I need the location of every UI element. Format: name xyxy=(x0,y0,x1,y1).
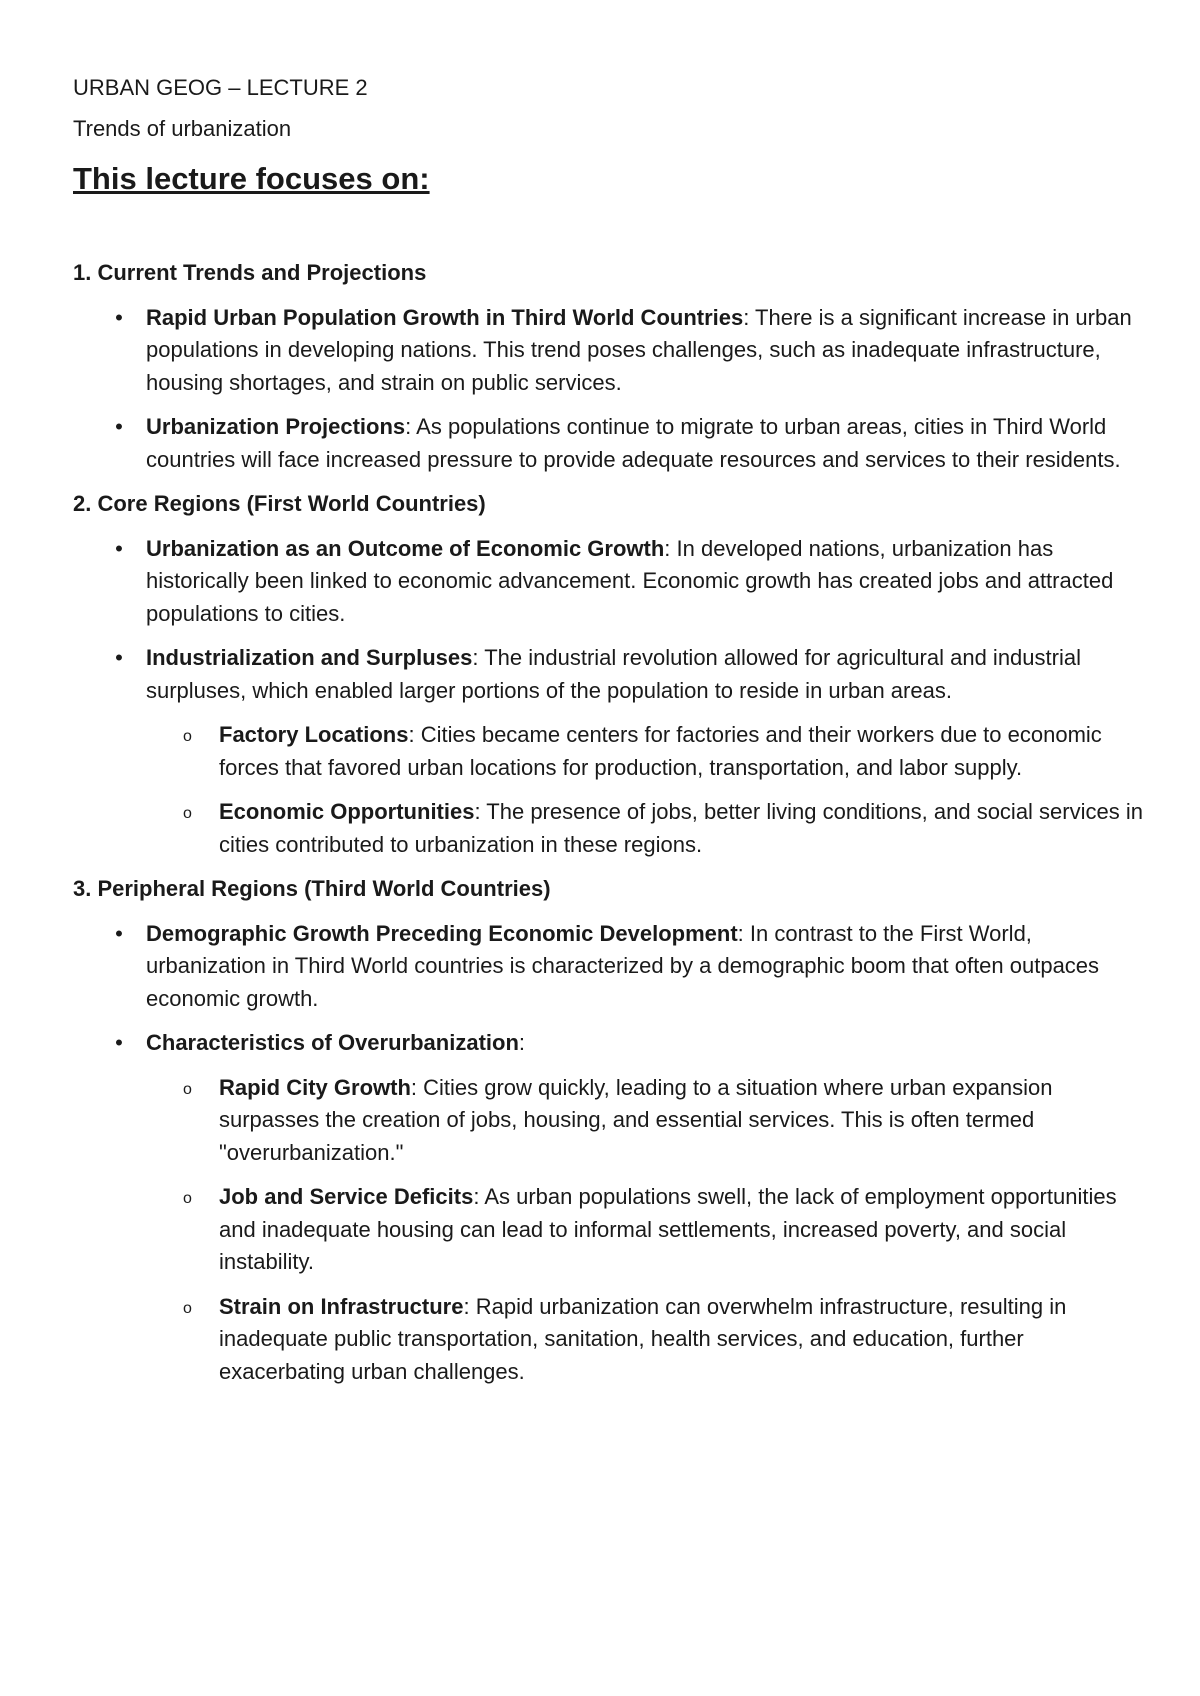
bullet-marker: • xyxy=(115,304,123,330)
sub-bullet-term: Factory Locations xyxy=(219,722,409,747)
sub-bullet-term: Economic Opportunities xyxy=(219,799,475,824)
sub-bullet-text: : Rapid urbanization can overwhelm infrastructure, resulting in inadequate public transportation, sanitation, health services, and education, further exacerbating urban challenges. xyxy=(219,1293,1067,1384)
bullet-marker: • xyxy=(115,920,123,946)
sub-bullet-marker: o xyxy=(183,1190,192,1207)
sub-bullet-item xyxy=(73,796,1143,861)
sub-bullet-marker: o xyxy=(183,728,192,745)
sub-bullet-term: Rapid City Growth xyxy=(219,1074,411,1100)
section-title: 1. Current Trends and Projections xyxy=(73,260,427,285)
bullet-item xyxy=(73,302,1143,400)
bullet-marker: • xyxy=(115,1030,123,1055)
bullet-text: : In contrast to the First World, urbanization in Third World countries is characterized by a demographic boom that often outpaces economic growth. xyxy=(146,920,1100,1011)
sub-bullet-text: : As urban populations swell, the lack of employment opportunities and inadequate housing can lead to informal settlements, increased poverty, and social instability. xyxy=(219,1184,1117,1274)
bullet-text: : As populations continue to migrate to urban areas, cities in Third World countries will face increased pressure to provide adequate resources and services to their residents. xyxy=(146,414,1121,472)
sections-container xyxy=(73,257,1143,1388)
sub-bullet-text: : Cities became centers for factories and their workers due to economic forces that favored urban locations for production, transportation, and labor supply. xyxy=(219,722,1102,780)
sub-bullet-term: Job and Service Deficits xyxy=(219,1184,474,1209)
bullet-term: Industrialization and Surpluses xyxy=(146,645,473,670)
document-body xyxy=(73,72,1143,1400)
sub-bullet-item xyxy=(73,719,1143,784)
bullet-item xyxy=(73,642,1143,707)
bullet-marker: • xyxy=(115,414,123,439)
sub-bullet-text: : Cities grow quickly, leading to a situation where urban expansion surpasses the creation of jobs, housing, and essential services. This is often termed "overurbanization." xyxy=(219,1074,1053,1165)
sub-bullet-term: Strain on Infrastructure xyxy=(219,1293,464,1319)
sub-bullet-item xyxy=(73,1181,1143,1279)
bullet-item xyxy=(73,411,1143,476)
bullet-item xyxy=(73,533,1143,631)
sub-bullet-item xyxy=(73,1291,1143,1389)
section xyxy=(73,257,1143,476)
bullet-text: : In developed nations, urbanization has historically been linked to economic advancement. Economic growth has created jobs and attracted populations to cities. xyxy=(146,535,1114,626)
section-title: 2. Core Regions (First World Countries) xyxy=(73,491,486,516)
bullet-text: : The industrial revolution allowed for agricultural and industrial surpluses, which enabled larger portions of the population to reside in urban areas. xyxy=(146,645,1081,703)
bullet-item xyxy=(73,1027,1143,1060)
bullet-term: Characteristics of Overurbanization xyxy=(146,1030,519,1055)
bullet-text: : There is a significant increase in urban populations in developing nations. This trend poses challenges, such as inadequate infrastructure, housing shortages, and strain on public services. xyxy=(146,304,1132,395)
sub-bullet-marker: o xyxy=(183,1299,192,1317)
lecture-header: URBAN GEOG – LECTURE 2 xyxy=(73,75,368,100)
section xyxy=(73,488,1143,861)
bullet-term: Urbanization Projections xyxy=(146,414,406,439)
sub-bullet-item xyxy=(73,1072,1143,1170)
section xyxy=(73,873,1143,1388)
bullet-marker: • xyxy=(115,645,123,670)
section-title: 3. Peripheral Regions (Third World Countries) xyxy=(73,876,551,901)
lecture-subheader: Trends of urbanization xyxy=(73,115,292,141)
bullet-term: Demographic Growth Preceding Economic Development xyxy=(146,920,738,946)
bullet-term: Rapid Urban Population Growth in Third World Countries xyxy=(146,304,744,330)
sub-bullet-marker: o xyxy=(183,805,192,822)
bullet-term: Urbanization as an Outcome of Economic Growth xyxy=(146,535,665,561)
sub-bullet-text: : The presence of jobs, better living conditions, and social services in cities contributed to urbanization in these regions. xyxy=(219,799,1143,857)
bullet-text: : xyxy=(518,1030,526,1055)
sub-bullet-marker: o xyxy=(183,1080,192,1098)
bullet-item xyxy=(73,918,1143,1016)
focus-title: This lecture focuses on: xyxy=(73,161,430,196)
bullet-marker: • xyxy=(115,535,123,561)
